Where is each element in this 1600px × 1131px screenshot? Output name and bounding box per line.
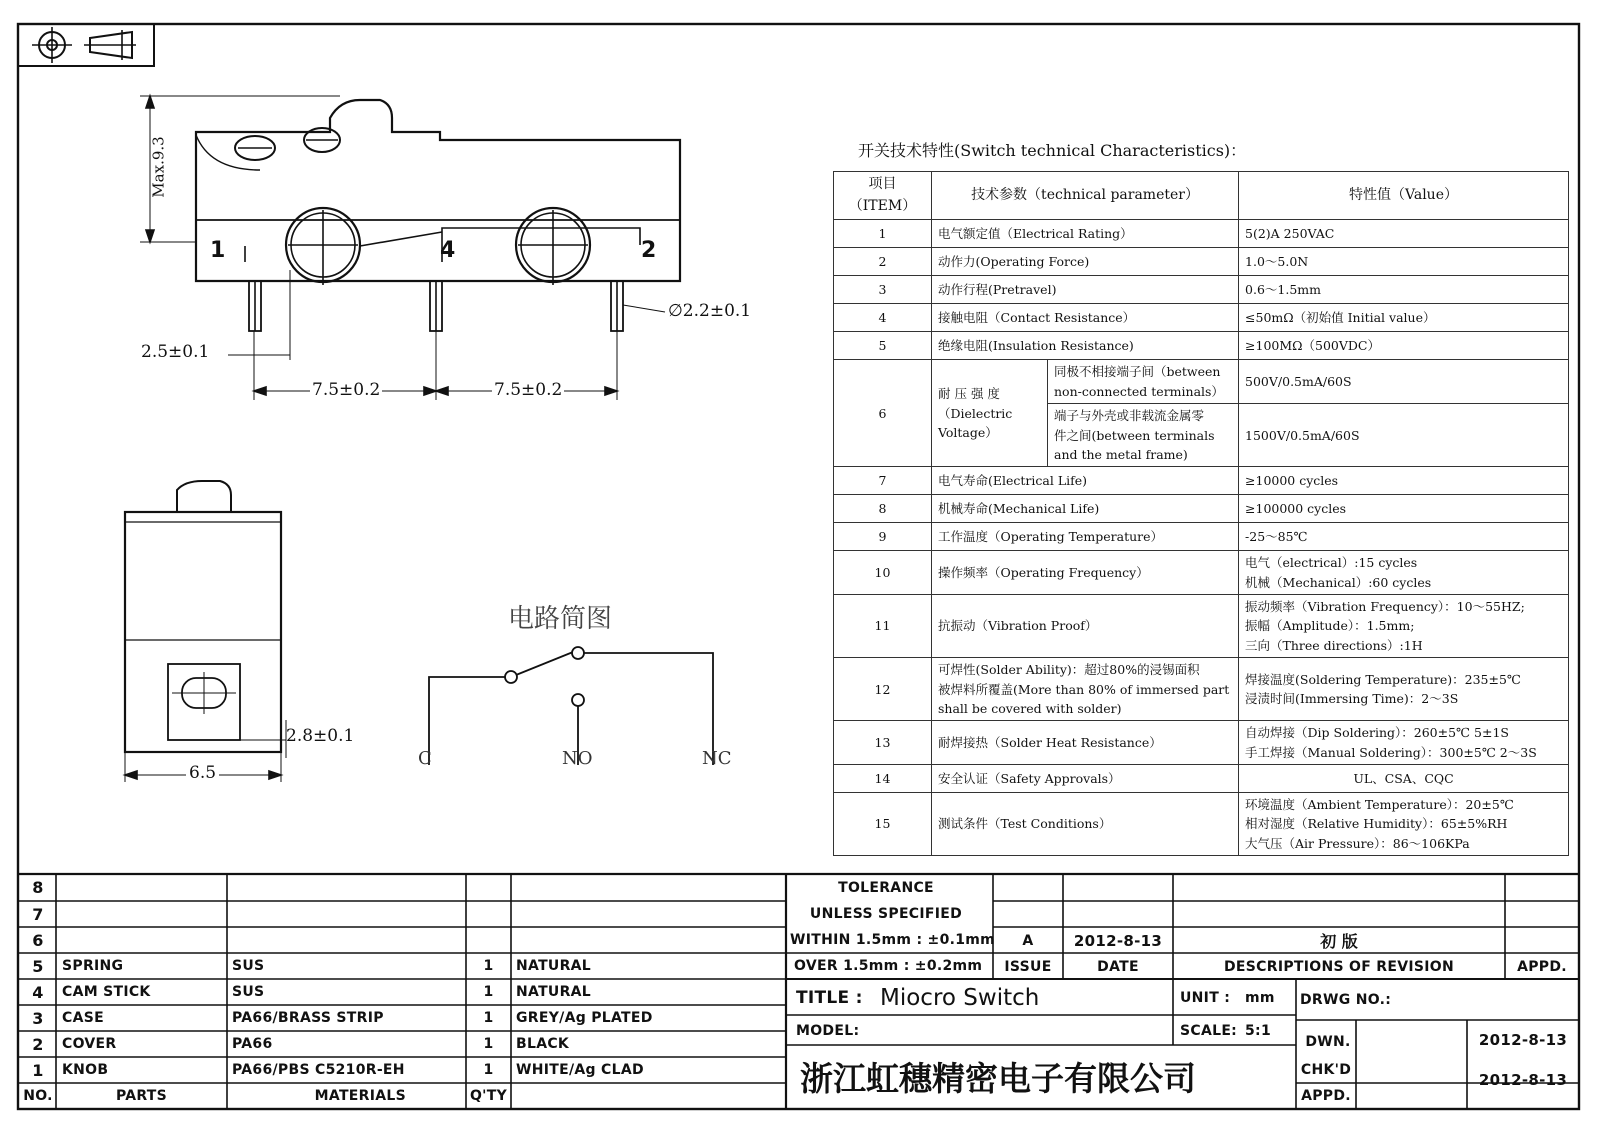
spec-value	[1239, 276, 1569, 304]
spec-item-number: 3	[834, 276, 932, 304]
bom-qty-cell: 1	[483, 958, 494, 974]
descriptions-label: DESCRIPTIONS OF REVISION	[1224, 958, 1454, 975]
spec-value	[1239, 658, 1569, 721]
cell-line: 0.6～1.5mm	[1245, 282, 1321, 298]
tolerance-label: TOLERANCE	[838, 880, 934, 896]
bom-note-cell: BLACK	[516, 1036, 570, 1052]
cell-line: and the metal frame)	[1054, 446, 1188, 462]
cell-line: shall be covered with solder)	[938, 700, 1122, 716]
cell-line: （Dielectric	[938, 405, 1013, 421]
dim-pin-width: 2.5±0.1	[141, 342, 210, 362]
bom-no-cell: 4	[32, 982, 44, 1002]
cell-line: 三向（Three directions）:1H	[1245, 637, 1423, 653]
spec-table-title: 开关技术特性(Switch technical Characteristics)：	[858, 141, 1247, 160]
cell-line: 端子与外壳或非载流金属零	[1054, 408, 1205, 424]
spec-item-number: 11	[834, 595, 932, 658]
spec-value	[1239, 220, 1569, 248]
spec-item-number: 8	[834, 495, 932, 523]
cell-line: 5(2)A 250VAC	[1245, 226, 1335, 242]
spec-value	[1239, 248, 1569, 276]
spec-parameter: 电气额定值（Electrical Rating）	[932, 220, 1239, 248]
dim-pitch-1: 7.5±0.2	[312, 380, 381, 400]
spec-parameter	[932, 658, 1239, 721]
bom-no-cell: 5	[32, 956, 44, 976]
bom-note-cell: NATURAL	[516, 984, 592, 1000]
bom-material-cell	[232, 927, 462, 953]
bom-note-cell	[516, 927, 781, 953]
cell-line: 被焊料所覆盖(More than 80% of immersed part	[938, 681, 1230, 697]
spec-value: 500V/0.5mA/60S	[1239, 360, 1569, 404]
spec-parameter: 机械寿命(Mechanical Life)	[932, 495, 1239, 523]
spec-parameter: 动作力(Operating Force)	[932, 248, 1239, 276]
cell-line: 机械（Mechanical）:60 cycles	[1245, 574, 1432, 590]
cell-line: 浸渍时间(Immersing Time)：2～3S	[1245, 691, 1459, 707]
checked-label: CHK'D	[1300, 1062, 1352, 1078]
bom-no-cell: 1	[32, 1060, 44, 1080]
spec-row	[834, 793, 1569, 856]
model-label: MODEL:	[796, 1022, 860, 1039]
bom-qty-cell	[466, 927, 511, 953]
bom-part-cell	[62, 901, 222, 927]
title-label: TITLE :	[796, 988, 863, 1008]
spec-value	[1239, 332, 1569, 360]
cell-line: non-connected terminals）	[1054, 383, 1224, 399]
bom-qty-cell: 1	[483, 1062, 494, 1078]
spec-item-number: 2	[834, 248, 932, 276]
spec-item-number: 5	[834, 332, 932, 360]
spec-row	[834, 595, 1569, 658]
bom-part-cell: CAM STICK	[62, 984, 151, 1000]
bom-material-cell	[232, 874, 462, 900]
bom-no-cell: 7	[32, 904, 44, 924]
spec-parameter: 绝缘电阻(Insulation Resistance)	[932, 332, 1239, 360]
drawing-number-label: DRWG NO.:	[1300, 992, 1392, 1008]
drawn-label: DWN.	[1305, 1034, 1351, 1050]
spec-parameter	[932, 360, 1048, 467]
spec-row	[834, 495, 1569, 523]
spec-item-number: 7	[834, 467, 932, 495]
circuit-title: 电路简图	[508, 604, 613, 634]
spec-row	[834, 658, 1569, 721]
cell-line: 相对湿度（Relative Humidity）：65±5%RH	[1245, 816, 1508, 832]
dim-width: 6.5	[186, 763, 219, 783]
scale-label: SCALE:	[1180, 1022, 1238, 1039]
header-parameter: 技术参数（technical parameter）	[932, 172, 1239, 220]
cell-line: 振幅（Amplitude）：1.5mm;	[1245, 618, 1415, 634]
bom-part-cell: CASE	[62, 1010, 104, 1026]
approved-label: APPD.	[1301, 1088, 1351, 1104]
spec-table	[833, 171, 1569, 856]
header-value: 特性值（Value）	[1239, 172, 1569, 220]
pin-label-2: 2	[641, 238, 657, 263]
spec-item-number: 10	[834, 551, 932, 595]
spec-row	[834, 765, 1569, 793]
header-item: 项目 （ITEM）	[834, 172, 932, 220]
bom-qty-cell: 1	[483, 1010, 494, 1026]
cell-line: UL、CSA、CQC	[1353, 770, 1454, 786]
cell-line: 焊接温度(Soldering Temperature)：235±5℃	[1245, 671, 1521, 687]
cell-line: 可焊性(Solder Ability)：超过80%的浸锡面积	[938, 662, 1200, 678]
pin-label-1: 1	[210, 238, 226, 263]
appd-label: APPD.	[1517, 958, 1567, 975]
bom-qty-cell	[466, 874, 511, 900]
spec-item-number: 4	[834, 304, 932, 332]
spec-parameter: 抗振动（Vibration Proof）	[932, 595, 1239, 658]
cell-line: 耐 压 强 度	[938, 386, 1000, 402]
checked-date: 2012-8-13	[1478, 1071, 1568, 1089]
bom-part-cell: SPRING	[62, 958, 124, 974]
spec-row	[834, 220, 1569, 248]
spec-value: 1500V/0.5mA/60S	[1239, 404, 1569, 467]
cell-line: 环境温度（Ambient Temperature）：20±5℃	[1245, 797, 1514, 812]
spec-value	[1239, 721, 1569, 765]
bom-header-part: PARTS	[115, 1088, 168, 1104]
spec-parameter: 电气寿命(Electrical Life)	[932, 467, 1239, 495]
spec-item-number: 12	[834, 658, 932, 721]
dim-max-height: Max.9.3	[149, 136, 168, 198]
circuit-terminal-c: C	[418, 748, 432, 769]
cell-line: ≥10000 cycles	[1245, 473, 1339, 489]
cell-line: 件之间(between terminals	[1054, 427, 1215, 443]
spec-row	[834, 332, 1569, 360]
cell-line: 1.0～5.0N	[1245, 254, 1309, 270]
drawn-date: 2012-8-13	[1478, 1031, 1568, 1049]
dim-thickness: 2.8±0.1	[286, 726, 355, 746]
tolerance-within: WITHIN 1.5mm : ±0.1mm	[790, 932, 996, 948]
dim-hole-diameter: ∅2.2±0.1	[668, 301, 752, 321]
bom-note-cell: GREY/Ag PLATED	[516, 1010, 653, 1026]
spec-value	[1239, 765, 1569, 793]
cell-line: -25～85℃	[1245, 529, 1308, 545]
spec-row	[834, 360, 1569, 404]
spec-parameter: 安全认证（Safety Approvals）	[932, 765, 1239, 793]
bom-note-cell: NATURAL	[516, 958, 592, 974]
spec-parameter: 接触电阻（Contact Resistance）	[932, 304, 1239, 332]
dim-pitch-2: 7.5±0.2	[494, 380, 563, 400]
cell-line: 自动焊接（Dip Soldering）：260±5℃ 5±1S	[1245, 725, 1509, 741]
cell-line: Voltage）	[938, 425, 998, 440]
scale-value: 5:1	[1245, 1022, 1271, 1039]
bom-note-cell	[516, 901, 781, 927]
bom-material-cell	[232, 901, 462, 927]
pin-label-4: 4	[440, 238, 456, 263]
spec-parameter: 耐焊接热（Solder Heat Resistance）	[932, 721, 1239, 765]
spec-item-number: 1	[834, 220, 932, 248]
bom-material-cell: PA66/PBS C5210R-EH	[232, 1062, 405, 1078]
issue-date-value: 2012-8-13	[1073, 931, 1163, 950]
revision-description: 初 版	[1320, 932, 1358, 951]
spec-value	[1239, 595, 1569, 658]
spec-value	[1239, 523, 1569, 551]
bom-material-cell: SUS	[232, 984, 265, 1000]
unit-label: UNIT :	[1180, 990, 1231, 1006]
bom-part-cell: COVER	[62, 1036, 117, 1052]
spec-header-row	[834, 172, 1569, 220]
spec-value	[1239, 793, 1569, 856]
spec-row	[834, 248, 1569, 276]
spec-sub-parameter	[1048, 360, 1239, 404]
spec-row	[834, 551, 1569, 595]
cell-line: 电气（electrical）:15 cycles	[1245, 555, 1418, 571]
bom-no-cell: 2	[32, 1034, 44, 1054]
title-value: Miocro Switch	[880, 985, 1040, 1011]
spec-parameter: 动作行程(Pretravel)	[932, 276, 1239, 304]
bom-material-cell: PA66	[232, 1036, 273, 1052]
bom-note-cell	[516, 874, 781, 900]
spec-value	[1239, 495, 1569, 523]
spec-item-number: 14	[834, 765, 932, 793]
bom-part-cell	[62, 874, 222, 900]
spec-value	[1239, 467, 1569, 495]
circuit-terminal-no: NO	[562, 748, 593, 769]
bom-no-cell: 6	[32, 930, 44, 950]
switch-side-view	[125, 481, 286, 782]
projection-symbol-icon	[18, 24, 154, 66]
tolerance-over: OVER 1.5mm : ±0.2mm	[794, 958, 983, 974]
bom-header-qty: Q'TY	[469, 1088, 508, 1104]
spec-row	[834, 276, 1569, 304]
bom-qty-cell	[466, 901, 511, 927]
bom-qty-cell: 1	[483, 1036, 494, 1052]
issue-value: A	[1022, 932, 1034, 949]
unless-specified-label: UNLESS SPECIFIED	[809, 906, 963, 922]
spec-row	[834, 304, 1569, 332]
spec-value	[1239, 551, 1569, 595]
spec-item-number: 9	[834, 523, 932, 551]
cell-line: ≥100000 cycles	[1245, 501, 1347, 517]
spec-parameter: 工作温度（Operating Temperature）	[932, 523, 1239, 551]
spec-parameter: 操作频率（Operating Frequency）	[932, 551, 1239, 595]
bom-header-material: MATERIALS	[314, 1088, 406, 1104]
spec-item-number: 15	[834, 793, 932, 856]
spec-row	[834, 523, 1569, 551]
bom-part-cell	[62, 927, 222, 953]
circuit-terminal-nc: NC	[702, 748, 732, 769]
bom-part-cell: KNOB	[62, 1062, 109, 1078]
cell-line: 手工焊接（Manual Soldering）：300±5℃ 2～3S	[1245, 744, 1537, 760]
cell-line: 振动频率（Vibration Frequency）：10～55HZ;	[1245, 599, 1525, 614]
spec-value	[1239, 304, 1569, 332]
bom-qty-cell: 1	[483, 984, 494, 1000]
unit-value: mm	[1245, 990, 1275, 1006]
cell-line: 同极不相接端子间（between	[1054, 364, 1221, 380]
spec-sub-parameter	[1048, 404, 1239, 467]
bom-material-cell: SUS	[232, 958, 265, 974]
cell-line: 大气压（Air Pressure）：86～106KPa	[1245, 835, 1470, 851]
spec-row	[834, 721, 1569, 765]
issue-label: ISSUE	[1004, 958, 1052, 975]
bom-no-cell: 8	[32, 877, 44, 897]
cell-line: ≥100MΩ（500VDC）	[1245, 338, 1380, 354]
bom-material-cell: PA66/BRASS STRIP	[232, 1010, 384, 1026]
bom-no-cell: 3	[32, 1008, 44, 1028]
spec-row	[834, 467, 1569, 495]
bom-note-cell: WHITE/Ag CLAD	[516, 1062, 644, 1078]
spec-item-number: 6	[834, 360, 932, 467]
spec-table-body	[834, 220, 1569, 856]
company-name: 浙江虹穗精密电子有限公司	[800, 1058, 1196, 1098]
bom-header-no: NO.	[23, 1088, 53, 1104]
spec-item-number: 13	[834, 721, 932, 765]
cell-line: ≤50mΩ（初始值 Initial value）	[1245, 310, 1436, 326]
date-label: DATE	[1097, 958, 1139, 975]
spec-parameter: 测试条件（Test Conditions）	[932, 793, 1239, 856]
